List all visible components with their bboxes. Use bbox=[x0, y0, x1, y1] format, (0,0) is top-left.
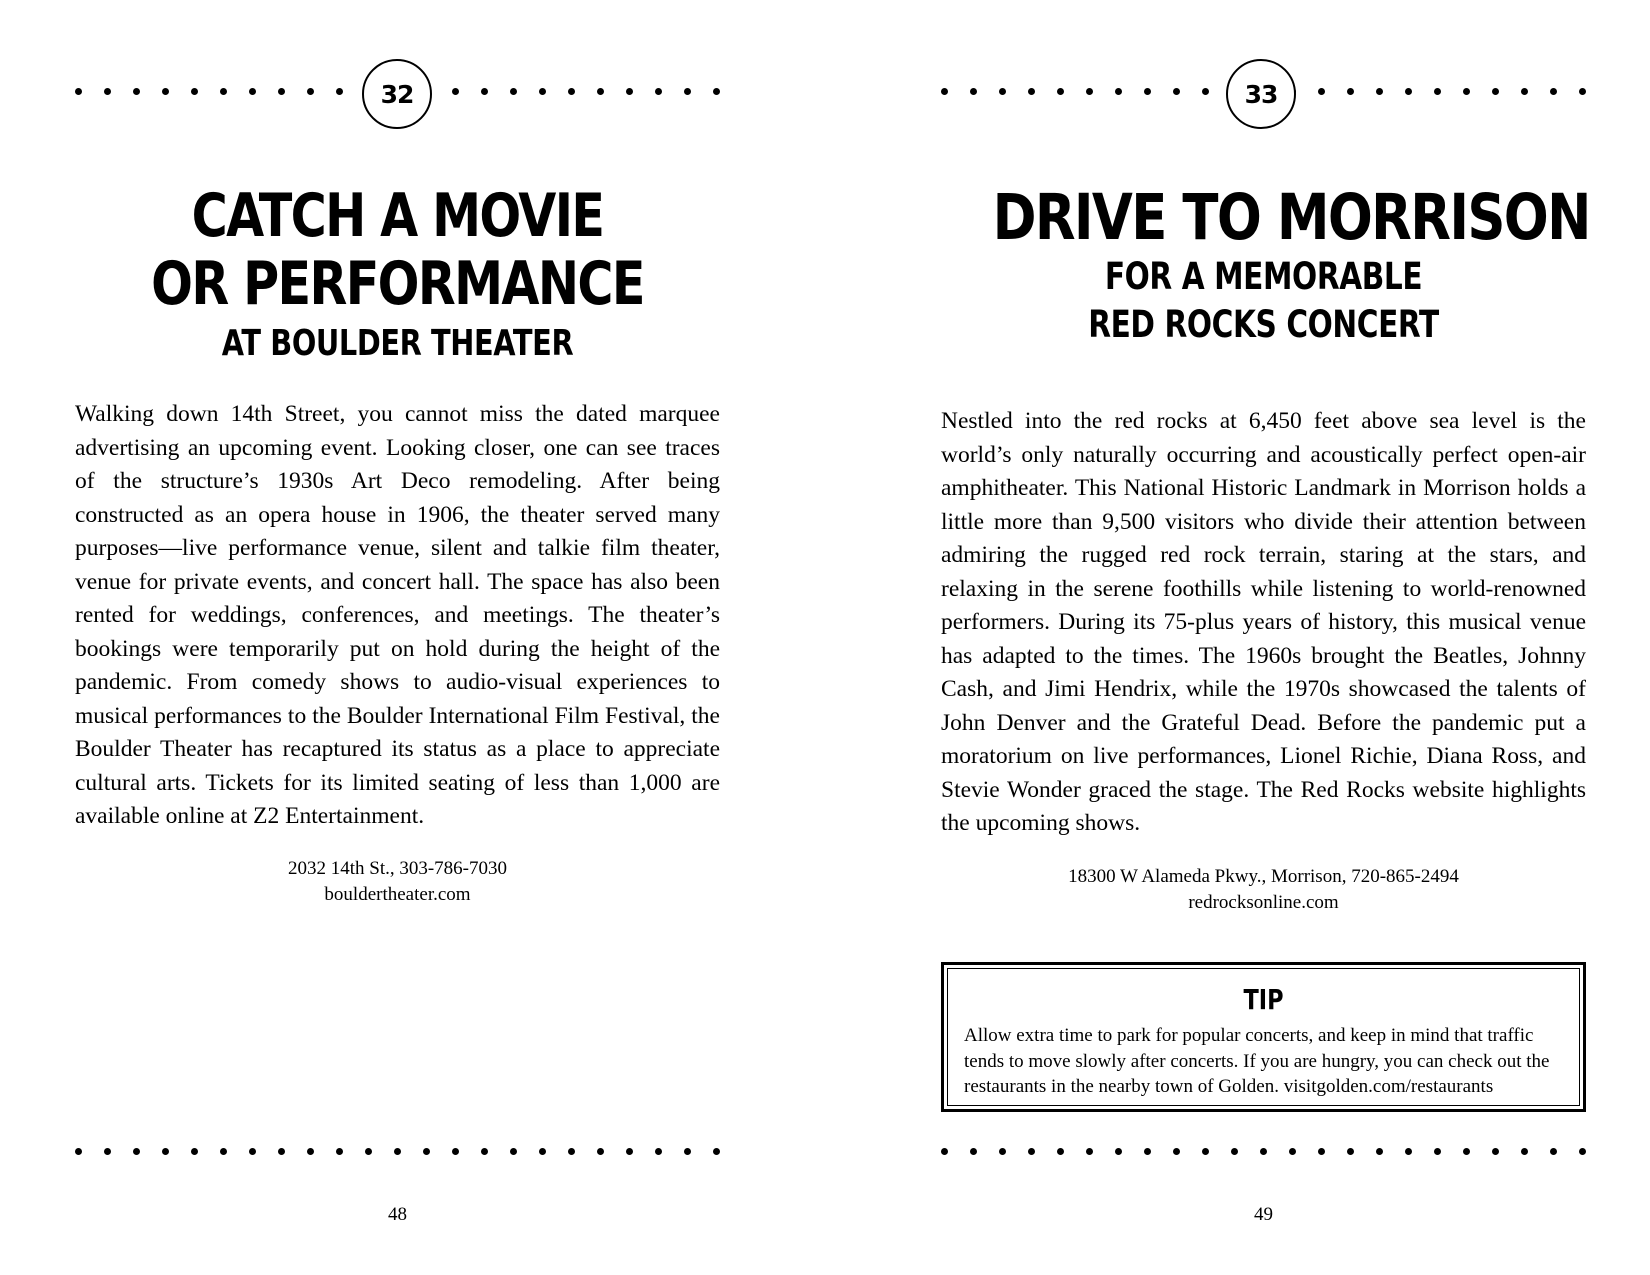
dot-ornament bbox=[1347, 88, 1354, 95]
dot-ornament bbox=[510, 88, 517, 95]
dot-ornament bbox=[481, 88, 488, 95]
dot-ornament bbox=[75, 1148, 82, 1155]
dot-ornament bbox=[1318, 1148, 1325, 1155]
dot-ornament bbox=[1144, 88, 1151, 95]
dot-ornament bbox=[1347, 1148, 1354, 1155]
dot-ornament bbox=[941, 88, 948, 95]
dot-ornament bbox=[1115, 1148, 1122, 1155]
dot-ornament bbox=[1260, 1148, 1267, 1155]
dot-ornament bbox=[1202, 88, 1209, 95]
dot-ornament bbox=[1144, 1148, 1151, 1155]
dot-ornament bbox=[104, 88, 111, 95]
dot-ornament bbox=[1289, 1148, 1296, 1155]
dot-ornament bbox=[1231, 1148, 1238, 1155]
dot-ornament bbox=[162, 1148, 169, 1155]
dot-ornament bbox=[1521, 1148, 1528, 1155]
dot-ornament bbox=[1434, 88, 1441, 95]
dot-ornament bbox=[191, 1148, 198, 1155]
website-link[interactable]: bouldertheater.com bbox=[324, 884, 471, 905]
dot-ornament bbox=[423, 1148, 430, 1155]
tip-box-inner bbox=[947, 968, 1580, 1106]
title-line-2: OR PERFORMANCE bbox=[151, 249, 644, 319]
tip-box bbox=[941, 962, 1586, 1112]
dot-ornament bbox=[481, 1148, 488, 1155]
dot-ornament bbox=[1376, 88, 1383, 95]
dot-ornament bbox=[626, 88, 633, 95]
dot-ornament bbox=[75, 88, 82, 95]
tip-text: Allow extra time to park for popular concerts, and keep in mind that traffic tends to move slowly after concerts. If you are hungry, you can check out the restaurants in the nearby town of Golden. visitgolden.com/restaurants bbox=[964, 1025, 1550, 1097]
bottom-dot-rule bbox=[75, 1144, 720, 1158]
dot-ornament bbox=[655, 1148, 662, 1155]
dot-ornament bbox=[713, 1148, 720, 1155]
subtitle-line-2: RED ROCKS CONCERT bbox=[1088, 303, 1439, 346]
dot-ornament bbox=[1057, 1148, 1064, 1155]
dot-ornament bbox=[220, 88, 227, 95]
bottom-dot-rule bbox=[941, 1144, 1586, 1158]
dot-ornament bbox=[1579, 88, 1586, 95]
body-paragraph: Nestled into the red rocks at 6,450 feet above sea level is the world’s only naturally occurring and acoustically perfect open-air amphitheater. This National Historic Landmark in Morrison holds a little more than 9,500 visitors who divide their attention between admiring the rugged red rock terrain, staring at the stars, and relaxing in the serene foothills while listening to world-renowned performers. During its 75-plus years of history, this musical venue has adapted to the times. The 1960s brought the Beatles, Johnny Cash, and Jimi Hendrix, while the 1970s showcased the talents of John Denver and the Grateful Dead. Before the pandemic put a moratorium on live performances, Lionel Richie, Diana Ross, and Stevie Wonder graced the stage. The Red Rocks website highlights the upcoming shows. bbox=[941, 408, 1586, 836]
entry-number-badge: 32 bbox=[362, 59, 432, 129]
dot-ornament bbox=[365, 1148, 372, 1155]
dot-ornament bbox=[278, 1148, 285, 1155]
dot-ornament bbox=[336, 1148, 343, 1155]
dot-ornament bbox=[1086, 1148, 1093, 1155]
dot-ornament bbox=[1173, 88, 1180, 95]
dot-ornament bbox=[249, 88, 256, 95]
dot-ornament bbox=[1028, 88, 1035, 95]
dot-ornament bbox=[1202, 1148, 1209, 1155]
body-paragraph: Walking down 14th Street, you cannot miss the dated marquee advertising an upcoming event. Looking closer, one can see traces of the structure’s 1930s Art Deco remodeling. After being constructed as an opera house in 1906, the theater served many purposes—live performance venue, silent and talkie film theater, venue for private events, and concert hall. The space has also been rented for weddings, conferences, and meetings. The theater’s bookings were temporarily put on hold during the height of the pandemic. From comedy shows to audio-visual experiences to musical performances to the Boulder International Film Festival, the Boulder Theater has recaptured its status as a place to appreciate cultural arts. Tickets for its limited seating of less than 1,000 are available online at Z2 Entertainment. bbox=[75, 401, 720, 829]
entry-title bbox=[75, 182, 720, 368]
dot-ornament bbox=[684, 1148, 691, 1155]
right-page bbox=[941, 0, 1590, 1275]
dot-ornament bbox=[626, 1148, 633, 1155]
dot-ornament bbox=[1086, 88, 1093, 95]
dot-ornament bbox=[1550, 1148, 1557, 1155]
dot-ornament bbox=[1463, 1148, 1470, 1155]
dot-ornament bbox=[1463, 88, 1470, 95]
dot-ornament bbox=[539, 88, 546, 95]
dot-ornament bbox=[970, 88, 977, 95]
dot-ornament bbox=[104, 1148, 111, 1155]
dot-ornament bbox=[162, 88, 169, 95]
dot-ornament bbox=[1492, 88, 1499, 95]
page-number: 48 bbox=[388, 1204, 407, 1225]
subtitle-line-1: FOR A MEMORABLE bbox=[1104, 255, 1423, 298]
dot-ornament bbox=[655, 88, 662, 95]
contact-info bbox=[941, 864, 1586, 916]
page-number: 49 bbox=[1254, 1204, 1273, 1225]
dot-ornament bbox=[1057, 88, 1064, 95]
dot-ornament bbox=[970, 1148, 977, 1155]
dot-ornament bbox=[1434, 1148, 1441, 1155]
dot-ornament bbox=[597, 88, 604, 95]
dot-ornament bbox=[1318, 88, 1325, 95]
title-line-1: CATCH A MOVIE bbox=[191, 181, 604, 251]
dot-ornament bbox=[1405, 88, 1412, 95]
contact-info bbox=[75, 856, 720, 908]
address: 2032 14th St., 303-786-7030 bbox=[287, 858, 508, 879]
left-page bbox=[75, 0, 720, 1275]
dot-ornament bbox=[452, 88, 459, 95]
dot-ornament bbox=[452, 1148, 459, 1155]
subtitle: AT BOULDER THEATER bbox=[221, 323, 574, 364]
dot-ornament bbox=[394, 1148, 401, 1155]
dot-ornament bbox=[278, 88, 285, 95]
tip-title: TIP bbox=[1243, 983, 1284, 1016]
address: 18300 W Alameda Pkwy., Morrison, 720-865-2494 bbox=[1068, 866, 1459, 887]
dot-ornament bbox=[249, 1148, 256, 1155]
dot-ornament bbox=[1173, 1148, 1180, 1155]
dot-ornament bbox=[220, 1148, 227, 1155]
dot-ornament bbox=[191, 88, 198, 95]
dot-ornament bbox=[1550, 88, 1557, 95]
dot-ornament bbox=[539, 1148, 546, 1155]
dot-ornament bbox=[510, 1148, 517, 1155]
dot-ornament bbox=[999, 1148, 1006, 1155]
dot-ornament bbox=[568, 88, 575, 95]
dot-ornament bbox=[568, 1148, 575, 1155]
dot-ornament bbox=[597, 1148, 604, 1155]
dot-ornament bbox=[133, 88, 140, 95]
dot-ornament bbox=[307, 1148, 314, 1155]
dot-ornament bbox=[1028, 1148, 1035, 1155]
dot-ornament bbox=[1579, 1148, 1586, 1155]
title-line-1: DRIVE TO MORRISON bbox=[992, 181, 1590, 254]
dot-ornament bbox=[1405, 1148, 1412, 1155]
dot-ornament bbox=[999, 88, 1006, 95]
dot-ornament bbox=[941, 1148, 948, 1155]
website-link[interactable]: redrocksonline.com bbox=[1188, 892, 1339, 913]
dot-ornament bbox=[307, 88, 314, 95]
entry-number-badge: 33 bbox=[1226, 59, 1296, 129]
dot-ornament bbox=[713, 88, 720, 95]
entry-title bbox=[941, 181, 1590, 349]
dot-ornament bbox=[1521, 88, 1528, 95]
dot-ornament bbox=[1492, 1148, 1499, 1155]
dot-ornament bbox=[336, 88, 343, 95]
dot-ornament bbox=[1115, 88, 1122, 95]
dot-ornament bbox=[1376, 1148, 1383, 1155]
dot-ornament bbox=[133, 1148, 140, 1155]
dot-ornament bbox=[684, 88, 691, 95]
